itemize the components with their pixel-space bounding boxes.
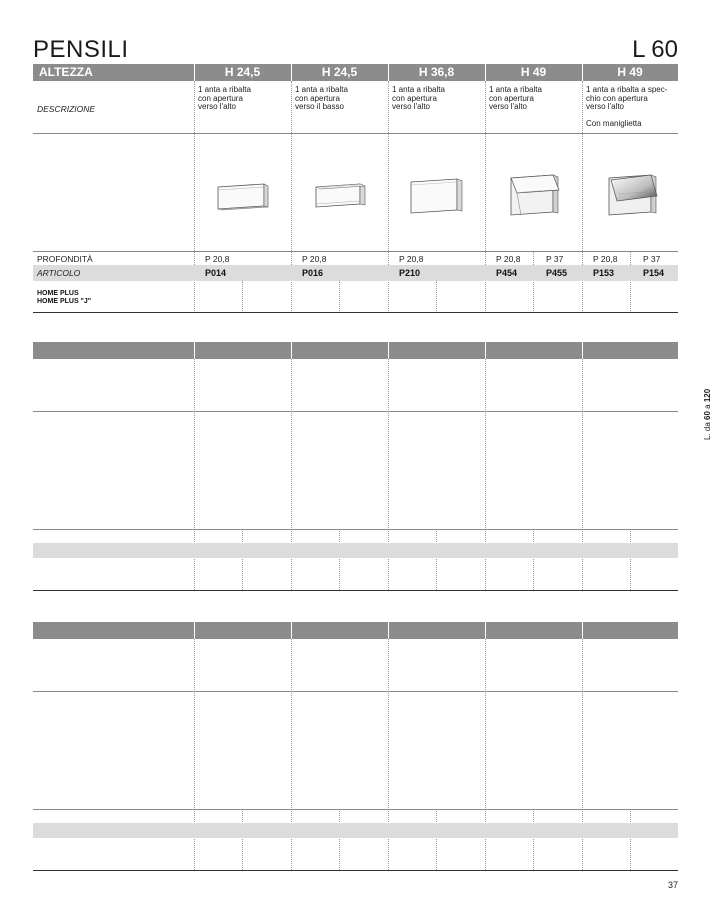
model-home-plus-j: HOME PLUS "J" — [37, 298, 92, 305]
cabinet-p454-image — [503, 168, 567, 218]
article-p154: P154 — [643, 268, 665, 278]
article-p454: P454 — [496, 268, 518, 278]
table3-article-row — [33, 823, 678, 838]
article-label: ARTICOLO — [37, 268, 81, 278]
table2-article-row — [33, 543, 678, 558]
description-label: DESCRIZIONE — [37, 104, 96, 114]
description-col-4: 1 anta a ribalta con apertura verso l'alto — [489, 85, 542, 112]
article-p455: P455 — [546, 268, 568, 278]
article-p016: P016 — [302, 268, 324, 278]
height-col-4: H 49 — [520, 65, 547, 79]
model-home-plus: HOME PLUS — [37, 290, 79, 297]
depth-p454: P 20,8 — [496, 254, 521, 264]
article-p153: P153 — [593, 268, 615, 278]
table3-header-bar — [33, 622, 678, 639]
depth-p455: P 37 — [546, 254, 564, 264]
depth-p154: P 37 — [643, 254, 661, 264]
article-p014: P014 — [205, 268, 227, 278]
page-title: PENSILI — [33, 36, 129, 63]
description-col-2: 1 anta a ribalta con apertura verso il basso — [295, 85, 348, 112]
table1-header-bar — [33, 64, 678, 81]
height-col-5: H 49 — [617, 65, 643, 79]
description-col-5: 1 anta a ribalta a spec- chio con apertura verso l'alto Con maniglietta — [586, 85, 668, 129]
cabinet-p016-image — [310, 178, 372, 212]
article-p210: P210 — [399, 268, 421, 278]
height-header-label: ALTEZZA — [39, 65, 93, 79]
height-col-1: H 24,5 — [224, 65, 261, 79]
depth-p014: P 20,8 — [205, 254, 230, 264]
description-col-3: 1 anta a ribalta con apertura verso l'alto — [392, 85, 445, 112]
model-list — [37, 290, 91, 306]
side-width-range: L. da 60 a 120 — [703, 388, 712, 440]
cabinet-p014-image — [212, 178, 274, 212]
depth-p016: P 20,8 — [302, 254, 327, 264]
height-col-3: H 36,8 — [418, 65, 455, 79]
cabinet-p210-image — [405, 172, 469, 216]
table2-header-bar — [33, 342, 678, 359]
depth-label: PROFONDITÀ — [37, 254, 93, 264]
depth-p153: P 20,8 — [593, 254, 618, 264]
height-col-2: H 24,5 — [321, 65, 358, 79]
depth-p210: P 20,8 — [399, 254, 424, 264]
width-label: L 60 — [632, 36, 678, 63]
description-col-1: 1 anta a ribalta con apertura verso l'alto — [198, 85, 251, 112]
article-row — [33, 265, 678, 281]
page-number: 37 — [667, 880, 678, 890]
cabinet-p153-image — [601, 168, 665, 218]
